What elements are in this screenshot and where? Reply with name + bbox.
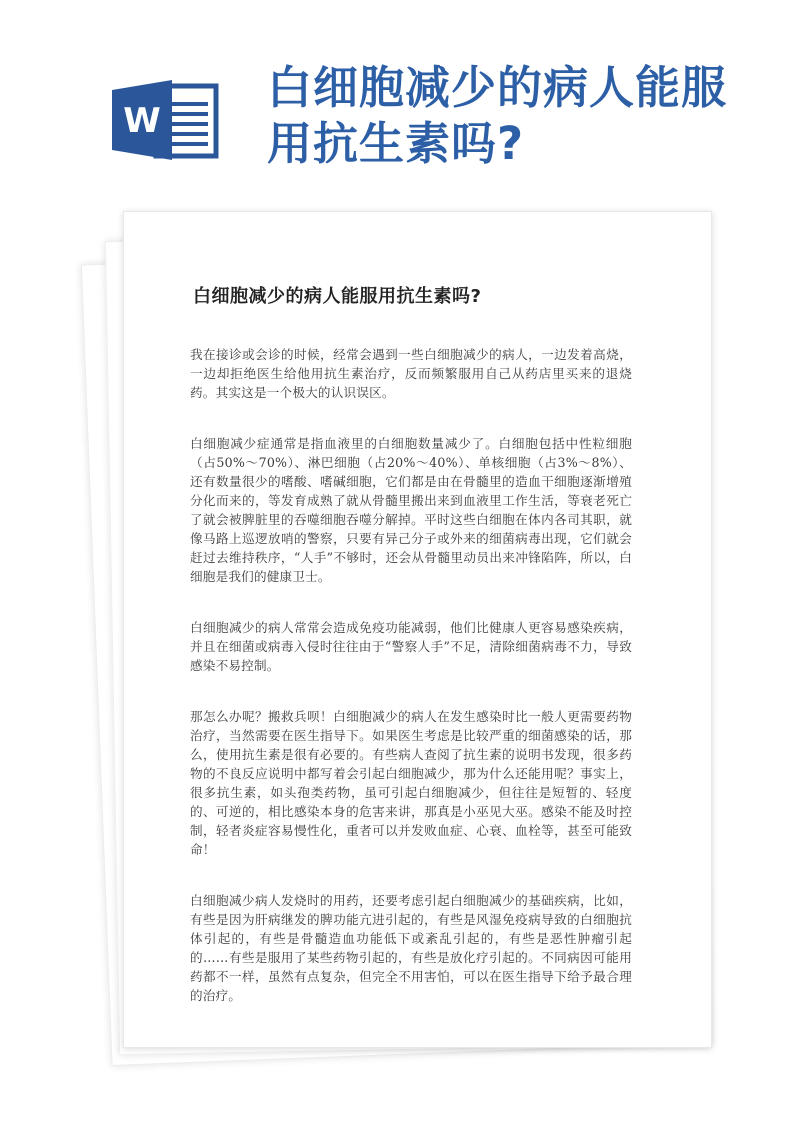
paragraph-4: 那怎么办呢？搬救兵呗！白细胞减少的病人在发生感染时比一般人更需要药物治疗，当然需要在医生指导下。如果医生考虑是比较严重的细菌感染的话，那么，使用抗生素是很有必要的。有些病人查阅了抗生素的说明书发现，很多药物的不良反应说明中都写着会引起白细胞减少，那为什么还能用呢？事实上，很多抗生素，如头孢类药物，虽可引起白细胞减少，但往往是短暂的、轻度的、可逆的，相比感染本身的危害来讲，那真是小巫见大巫。感染不能及时控制，轻者炎症容易慢性化，重者可以并发败血症、心衰、血栓等，甚至可能致命！ (190, 709, 632, 857)
paragraph-3: 白细胞减少的病人常常会造成免疫功能减弱，他们比健康人更容易感染疾病，并且在细菌或病毒入侵时往往由于“警察人手”不足，清除细菌病毒不力，导致感染不易控制。 (190, 620, 632, 673)
word-logo-letter: W (123, 101, 161, 141)
word-document-icon (110, 78, 222, 162)
document-title: 白细胞减少的病人能服用抗生素吗? (193, 286, 482, 307)
paragraph-2: 白细胞减少症通常是指血液里的白细胞数量减少了。白细胞包括中性粒细胞（占50%～70%）、淋巴细胞（占20%～40%）、单核细胞（占3%～8%）、还有数量很少的嗜酸、嗜碱细胞，它们都是由在骨髓里的造血干细胞逐渐增殖分化而来的，等发育成熟了就从骨髓里搬出来到血液里工作生活，等衰老死亡了就会被脾脏里的吞噬细胞吞噬分解掉。平时这些白细胞在体内各司其职，就像马路上巡逻放哨的警察，只要有异己分子或外来的细菌病毒出现，它们就会赶过去维持秩序，“人手”不够时，还会从骨髓里动员出来冲锋陷阵，所以，白细胞是我们的健康卫士。 (190, 436, 632, 584)
paragraph-5: 白细胞减少病人发烧时的用药，还要考虑引起白细胞减少的基础疾病，比如，有些是因为肝病继发的脾功能亢进引起的，有些是风湿免疫病导致的白细胞抗体引起的，有些是骨髓造血功能低下或紊乱引起的，有些是恶性肿瘤引起的……有些是服用了某些药物引起的，有些是放化疗引起的。不同病因可能用药都不一样，虽然有点复杂，但完全不用害怕，可以在医生指导下给予最合理的治疗。 (190, 893, 632, 1003)
banner (0, 0, 800, 200)
banner-title: 白细胞减少的病人能服用抗生素吗? (267, 61, 728, 170)
paragraph-1: 我在接诊或会诊的时候，经常会遇到一些白细胞减少的病人，一边发着高烧，一边却拒绝医生给他用抗生素治疗，反而频繁服用自己从药店里买来的退烧药。其实这是一个极大的认识误区。 (190, 347, 632, 400)
document-body (190, 345, 632, 1037)
